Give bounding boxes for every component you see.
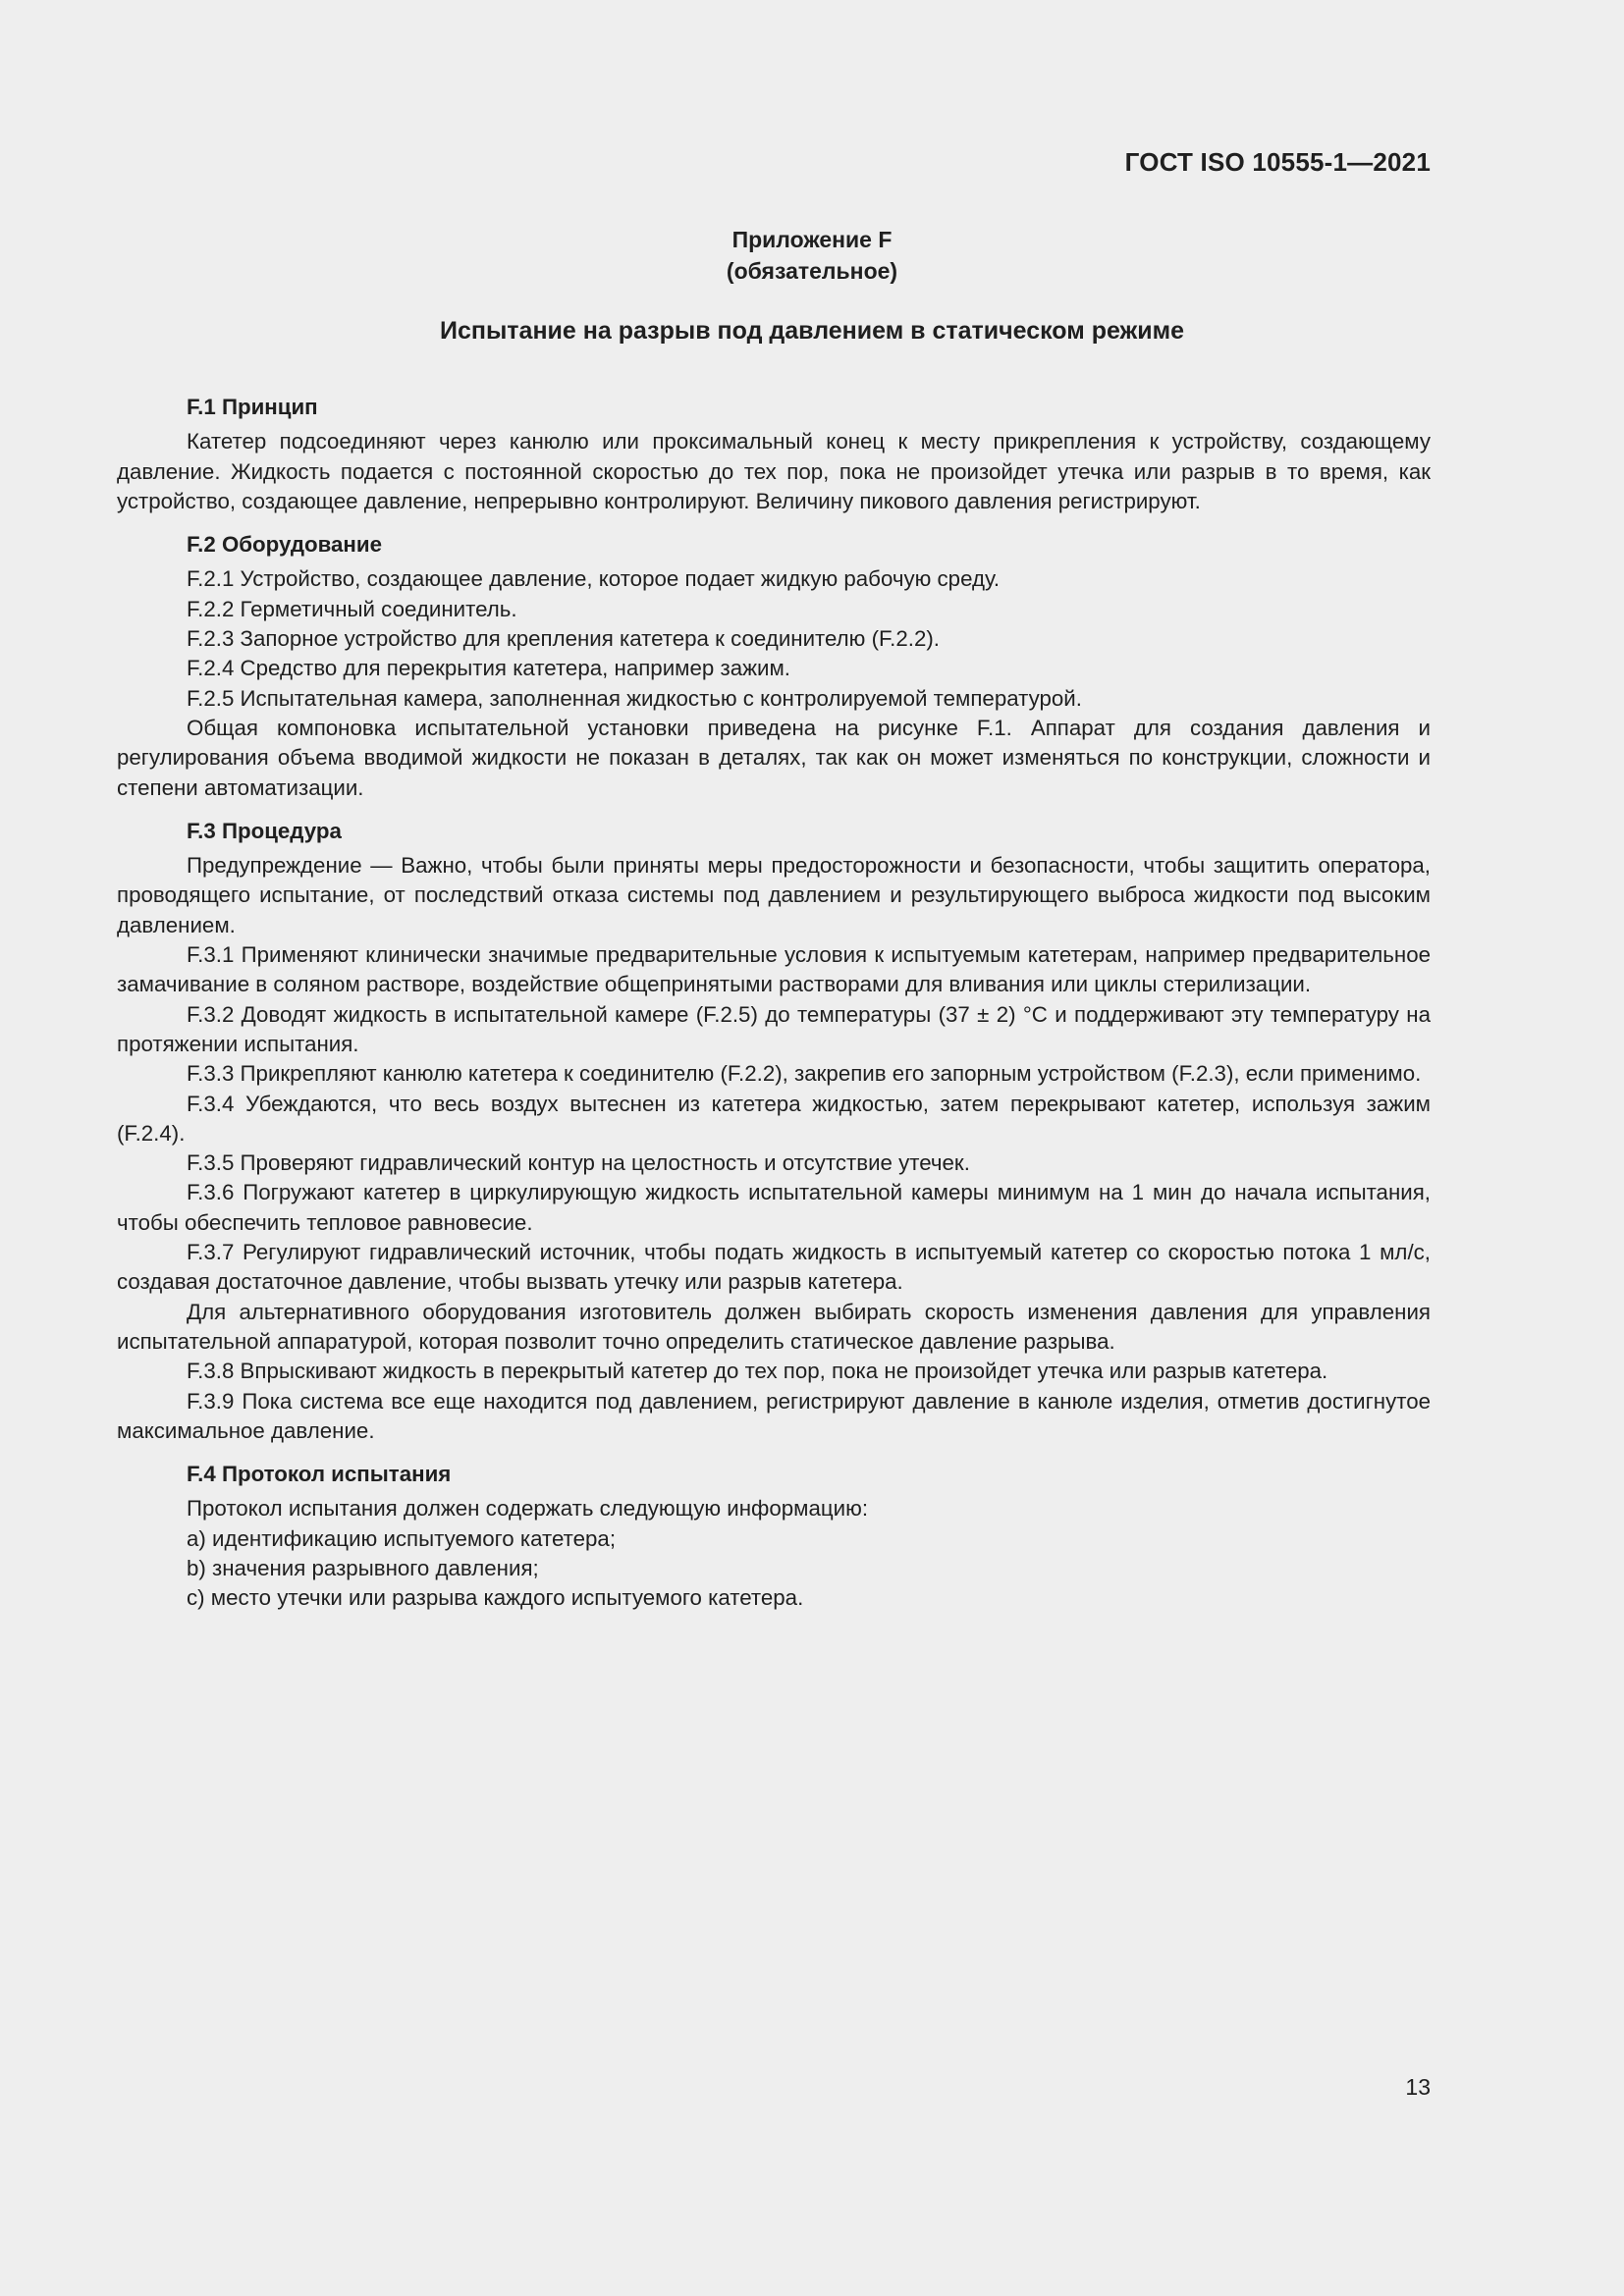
paragraph: Для альтернативного оборудования изготовитель должен выбирать скорость изменения давления для управления испытательной аппаратурой, которая позволит точно определить статическое давление разрыва.: [117, 1299, 1431, 1354]
paragraph: Катетер подсоединяют через канюлю или проксимальный конец к месту прикрепления к устройству, создающему давление. Жидкость подается с постоянной скоростью до тех пор, пока не произойдет утечка или разрыв в то время, как устройство, создающее давление, непрерывно контролируют. Величину пикового давления регистрируют.: [117, 429, 1431, 513]
list-item: F.2.1 Устройство, создающее давление, которое подает жидкую рабочую среду.: [187, 566, 1001, 592]
list-item: F.2.2 Герметичный соединитель.: [187, 596, 517, 621]
section-heading-f1: F.1 Принцип: [187, 395, 318, 419]
list-item: a) идентификацию испытуемого катетера;: [187, 1525, 617, 1551]
annex-title: Испытание на разрыв под давлением в статическом режиме: [439, 317, 1185, 345]
warning-paragraph: Предупреждение — Важно, чтобы были приняты меры предосторожности и безопасности, чтобы защитить оператора, проводящего испытание, от последствий отказа системы под давлением и результирующего выброса жидкости под высоким давлением.: [117, 853, 1431, 937]
list-item: F.2.3 Запорное устройство для крепления катетера к соединителю (F.2.2).: [187, 626, 940, 652]
section-heading-f2: F.2 Оборудование: [187, 532, 383, 558]
annex-status: (обязательное): [726, 258, 898, 284]
procedure-step: F.3.3 Прикрепляют канюлю катетера к соединителю (F.2.2), закрепив его запорным устройством (F.2.3), если применимо.: [187, 1061, 1422, 1087]
procedure-step: F.3.6 Погружают катетер в циркулирующую жидкость испытательной камеры минимум на 1 мин до начала испытания, чтобы обеспечить тепловое равновесие.: [117, 1180, 1431, 1235]
section-heading-f3: F.3 Процедура: [187, 818, 342, 843]
document-body: [117, 393, 1431, 1614]
list-item: c) место утечки или разрыва каждого испытуемого катетера.: [187, 1585, 804, 1611]
annex-heading: [0, 224, 1624, 287]
section-heading-f4: F.4 Протокол испытания: [187, 1462, 452, 1487]
list-item: F.2.5 Испытательная камера, заполненная жидкостью с контролируемой температурой.: [187, 685, 1082, 711]
procedure-step: F.3.9 Пока система все еще находится под давлением, регистрируют давление в канюле изделия, отметив достигнутое максимальное давление.: [117, 1388, 1431, 1443]
paragraph: Протокол испытания должен содержать следующую информацию:: [187, 1496, 869, 1522]
list-item: b) значения разрывного давления;: [187, 1555, 539, 1580]
procedure-step: F.3.7 Регулируют гидравлический источник, чтобы подать жидкость в испытуемый катетер со скоростью потока 1 мл/с, создавая достаточное давление, чтобы вызвать утечку или разрыв катетера.: [117, 1240, 1431, 1295]
procedure-step: F.3.2 Доводят жидкость в испытательной камере (F.2.5) до температуры (37 ± 2) °C и поддерживают эту температуру на протяжении испытания.: [117, 1001, 1431, 1056]
procedure-step: F.3.5 Проверяют гидравлический контур на целостность и отсутствие утечек.: [187, 1150, 970, 1176]
procedure-step: F.3.8 Впрыскивают жидкость в перекрытый катетер до тех пор, пока не произойдет утечка или разрыв катетера.: [187, 1359, 1328, 1384]
document-id-header: ГОСТ ISO 10555-1—2021: [1124, 147, 1431, 177]
procedure-step: F.3.4 Убеждаются, что весь воздух вытеснен из катетера жидкостью, затем перекрывают катетер, используя зажим (F.2.4).: [117, 1091, 1431, 1146]
paragraph: Общая компоновка испытательной установки приведена на рисунке F.1. Аппарат для создания давления и регулирования объема вводимой жидкости не показан в деталях, так как он может изменяться по конструкции, сложности и степени автоматизации.: [117, 715, 1431, 800]
list-item: F.2.4 Средство для перекрытия катетера, например зажим.: [187, 656, 791, 681]
page-number: 13: [1405, 2074, 1431, 2100]
annex-label: Приложение F: [731, 227, 893, 252]
procedure-step: F.3.1 Применяют клинически значимые предварительные условия к испытуемым катетерам, например предварительное замачивание в соляном растворе, воздействие общепринятыми растворами для вливания или циклы стерилизации.: [117, 942, 1431, 997]
